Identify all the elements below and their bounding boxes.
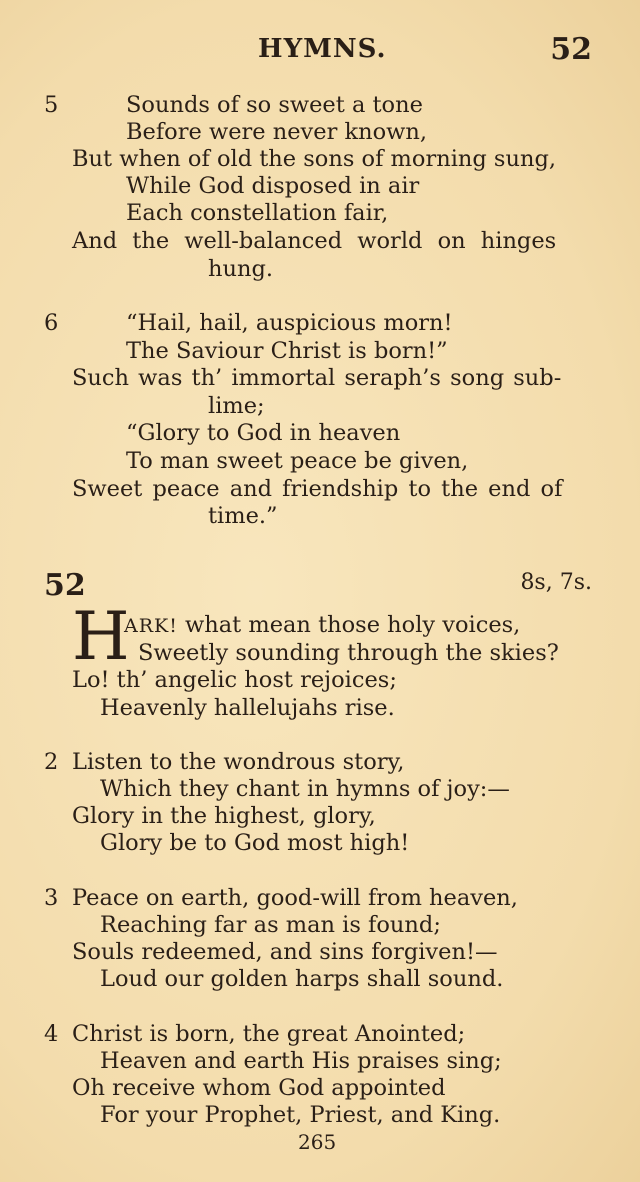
verse-line: Lo! th’ angelic host rejoices; [72, 667, 397, 693]
small-caps-opening: ARK! [124, 615, 178, 637]
verse-line: For your Prophet, Priest, and King. [100, 1102, 501, 1128]
verse-line: And the well-balanced world on hinges [72, 228, 557, 254]
verse-line: Before were never known, [126, 119, 428, 145]
verse-line: “Glory to God in heaven [126, 420, 401, 446]
verse-line: While God disposed in air [126, 173, 420, 199]
running-head: HYMNS. [258, 34, 387, 64]
verse-line: Heaven and earth His praises sing; [100, 1048, 502, 1074]
verse-line: Sounds of so sweet a tone [126, 92, 423, 118]
first-line-rest: what mean those holy voices, [177, 612, 521, 638]
verse-line: Christ is born, the great Anointed; [72, 1021, 466, 1047]
hymn-meter: 8s, 7s. [520, 570, 592, 595]
page-number-footer: 265 [298, 1130, 337, 1154]
verse-line: But when of old the sons of morning sung, [72, 146, 557, 172]
drop-cap: H [72, 598, 130, 675]
verse-line: Each constellation fair, [126, 200, 389, 226]
verse-line: Heavenly hallelujahs rise. [100, 695, 395, 721]
verse-line: Oh receive whom God appointed [72, 1075, 446, 1101]
verse-line: time.” [208, 503, 278, 529]
stanza-number: 2 [44, 749, 59, 775]
stanza-number: 3 [44, 885, 59, 911]
verse-line: Peace on earth, good-will from heaven, [72, 885, 518, 911]
verse-line: Souls redeemed, and sins forgiven!— [72, 939, 498, 965]
verse-line: Such was th’ immortal seraph’s song sub- [72, 365, 562, 391]
verse-line: To man sweet peace be given, [126, 448, 469, 474]
verse-line: Listen to the wondrous story, [72, 749, 405, 775]
verse-line: Sweetly sounding through the skies? [138, 640, 559, 666]
verse-line: Glory be to God most high! [100, 830, 410, 856]
stanza-number: 4 [44, 1021, 59, 1047]
verse-line: Reaching far as man is found; [100, 912, 441, 938]
verse-line: The Saviour Christ is born!” [126, 338, 448, 364]
page-header [0, 34, 640, 68]
stanza-number: 6 [44, 310, 59, 336]
verse-line: Which they chant in hymns of joy:— [100, 776, 510, 802]
verse-line-first [124, 612, 520, 640]
verse-line: lime; [208, 393, 265, 419]
verse-line: Glory in the highest, glory, [72, 803, 376, 829]
hymn-number: 52 [44, 568, 86, 603]
verse-line: Sweet peace and friendship to the end of [72, 476, 563, 502]
verse-line: Loud our golden harps shall sound. [100, 966, 504, 992]
hymn-number-header: 52 [550, 32, 592, 67]
verse-line: “Hail, hail, auspicious morn! [126, 310, 453, 336]
verse-line: hung. [208, 256, 274, 282]
stanza-number: 5 [44, 92, 59, 118]
